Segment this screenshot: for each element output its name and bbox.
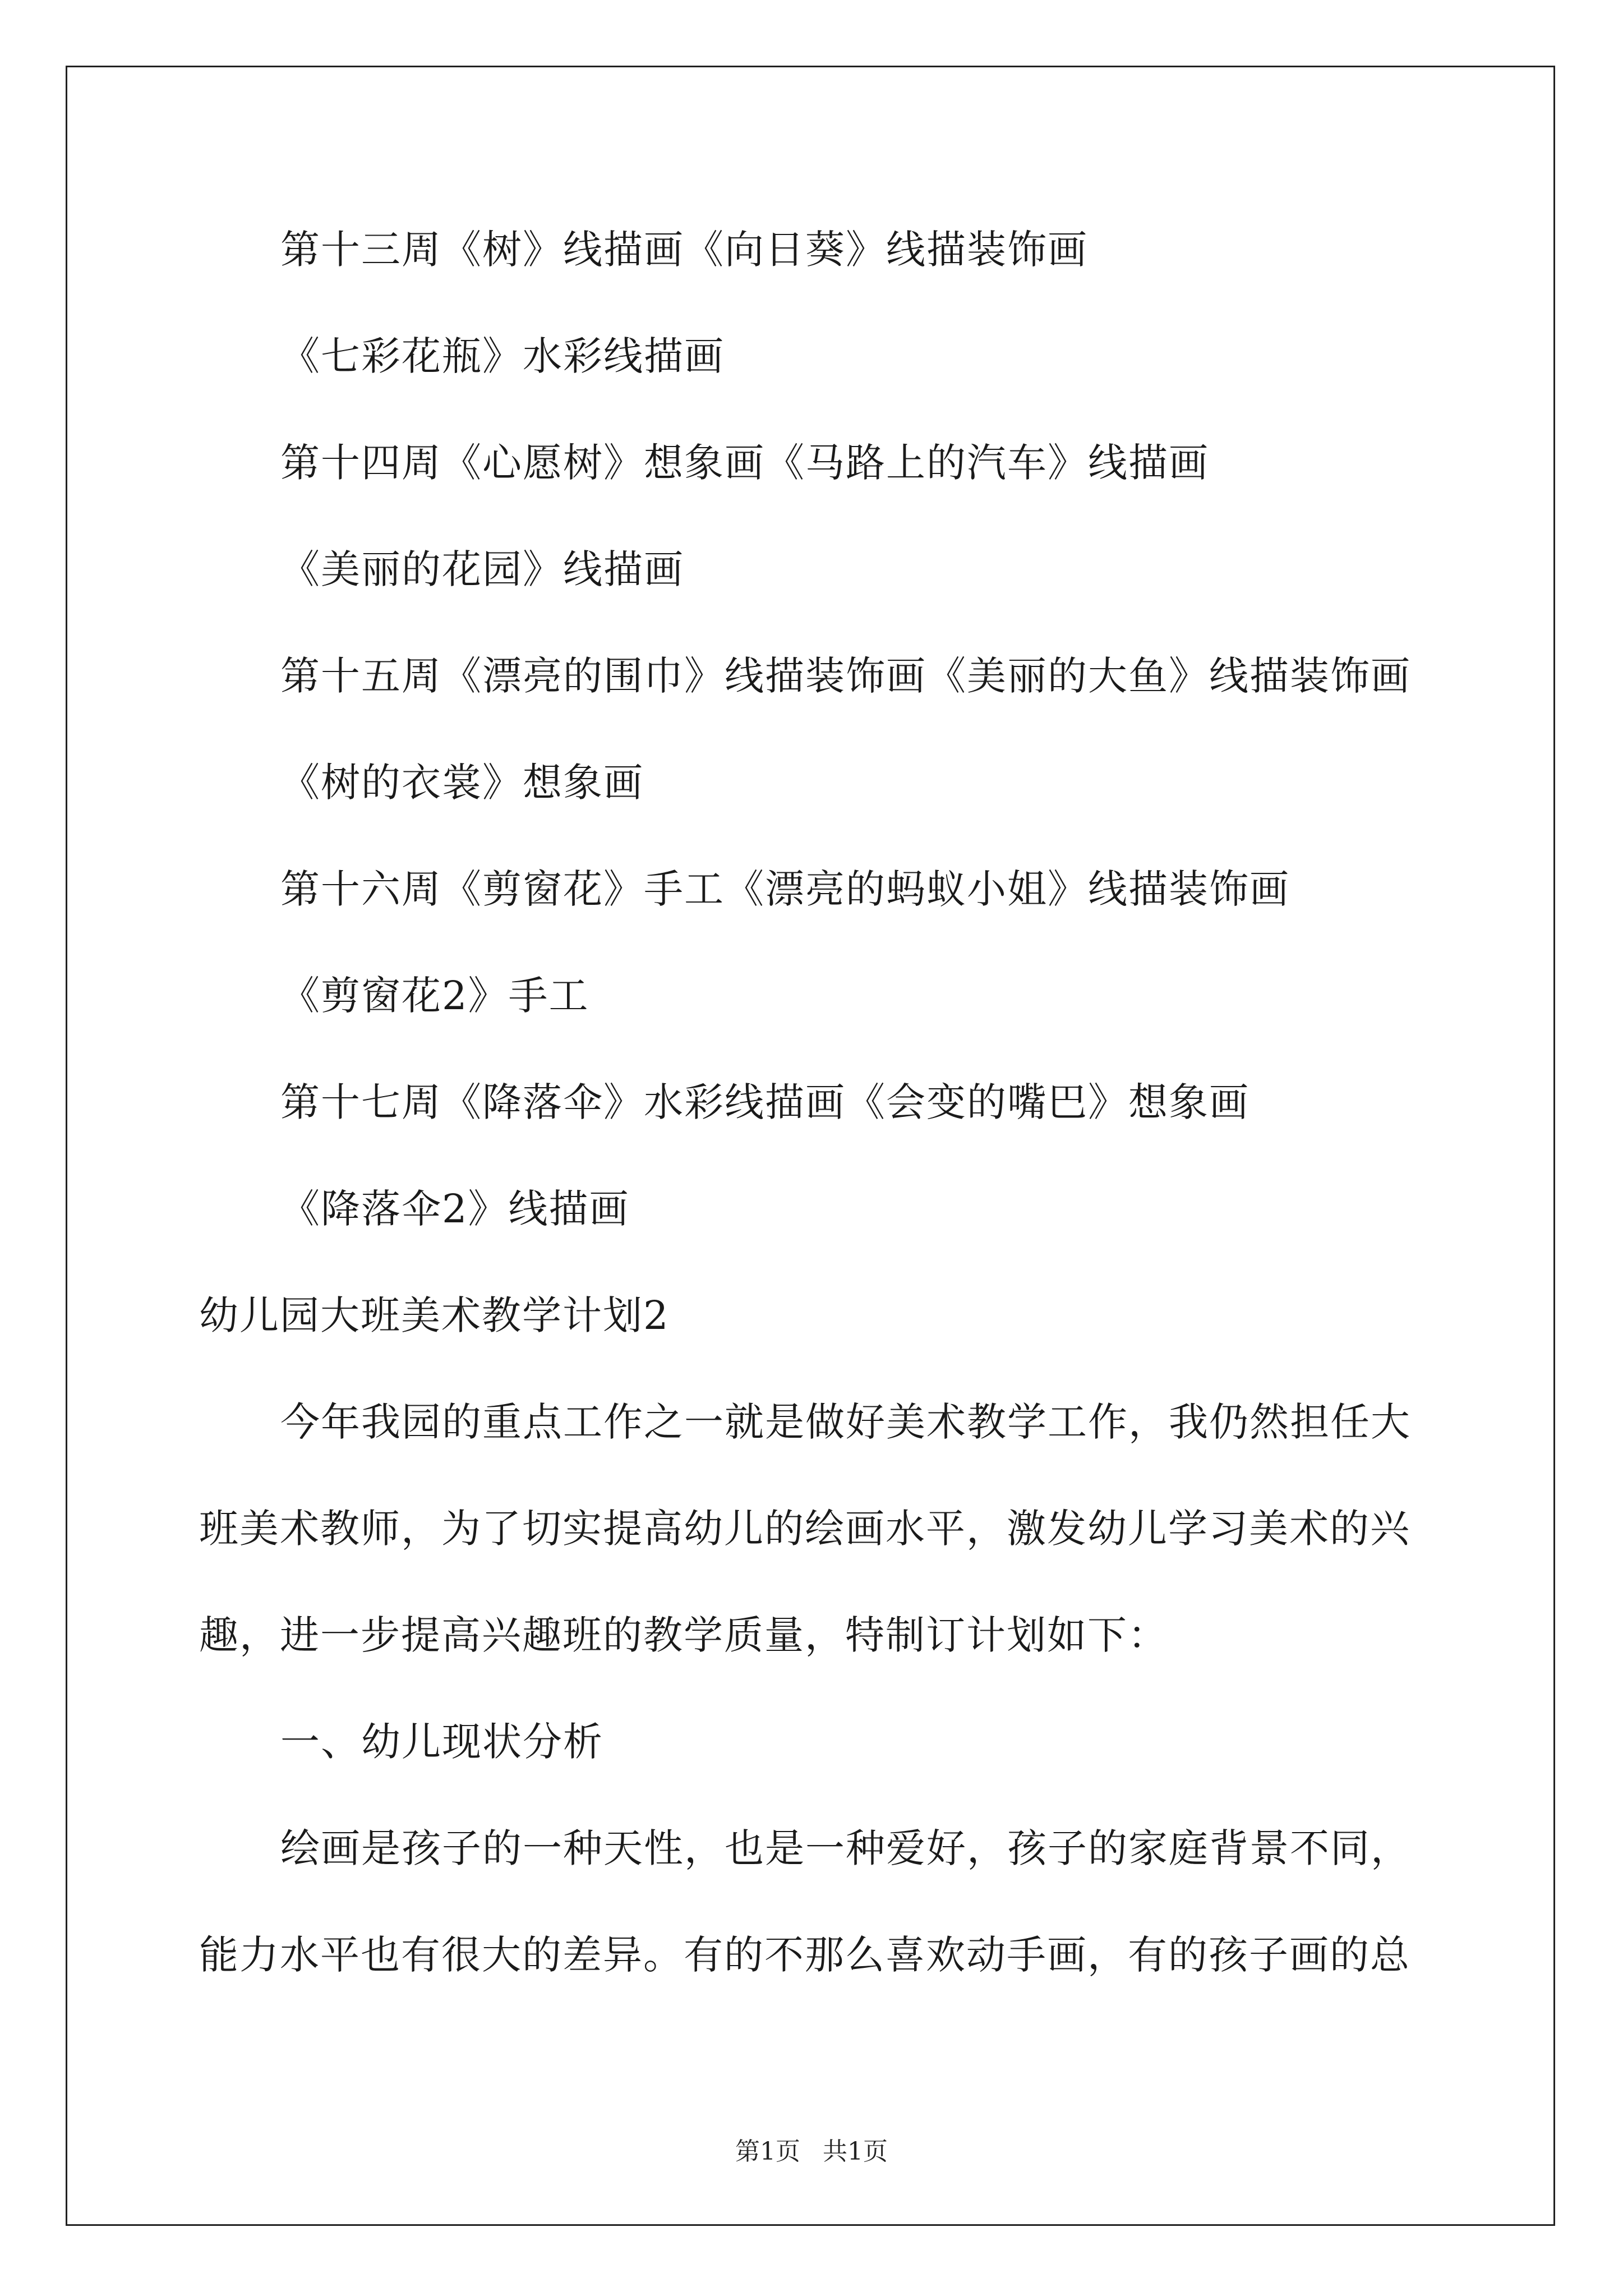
schedule-line-week17: 第十七周《降落伞》水彩线描画《会变的嘴巴》想象画 [280, 1079, 1249, 1125]
schedule-line-week15: 第十五周《漂亮的围巾》线描装饰画《美丽的大鱼》线描装饰画 [280, 653, 1411, 699]
schedule-line-week15-extra: 《树的衣裳》想象画 [280, 760, 644, 806]
section-title: 幼儿园大班美术教学计划2 [199, 1292, 670, 1338]
schedule-line-week17-extra: 《降落伞2》线描画 [280, 1186, 630, 1232]
page-footer [0, 2135, 1623, 2169]
schedule-line-week16: 第十六周《剪窗花》手工《漂亮的蚂蚁小姐》线描装饰画 [280, 866, 1290, 912]
subheading: 一、幼儿现状分析 [280, 1719, 603, 1765]
page-total: 共1页 [823, 2137, 888, 2166]
schedule-line-week14-extra: 《美丽的花园》线描画 [280, 546, 684, 592]
page-number: 第1页 [735, 2137, 800, 2166]
analysis-paragraph-line-2: 能力水平也有很大的差异。有的不那么喜欢动手画，有的孩子画的总 [199, 1932, 1410, 1978]
analysis-paragraph-line-1: 绘画是孩子的一种天性，也是一种爱好，孩子的家庭背景不同， [280, 1825, 1411, 1871]
schedule-line-week13-extra: 《七彩花瓶》水彩线描画 [280, 333, 725, 379]
page-border [66, 66, 1555, 2226]
intro-paragraph-line-2: 班美术教师，为了切实提高幼儿的绘画水平，激发幼儿学习美术的兴 [199, 1506, 1410, 1552]
schedule-line-week16-extra: 《剪窗花2》手工 [280, 973, 589, 1019]
schedule-line-week14: 第十四周《心愿树》想象画《马路上的汽车》线描画 [280, 440, 1209, 486]
schedule-line-week13: 第十三周《树》线描画《向日葵》线描装饰画 [280, 227, 1088, 273]
intro-paragraph-line-1: 今年我园的重点工作之一就是做好美术教学工作，我仍然担任大 [280, 1399, 1411, 1445]
intro-paragraph-line-3: 趣，进一步提高兴趣班的教学质量，特制订计划如下： [199, 1612, 1168, 1658]
